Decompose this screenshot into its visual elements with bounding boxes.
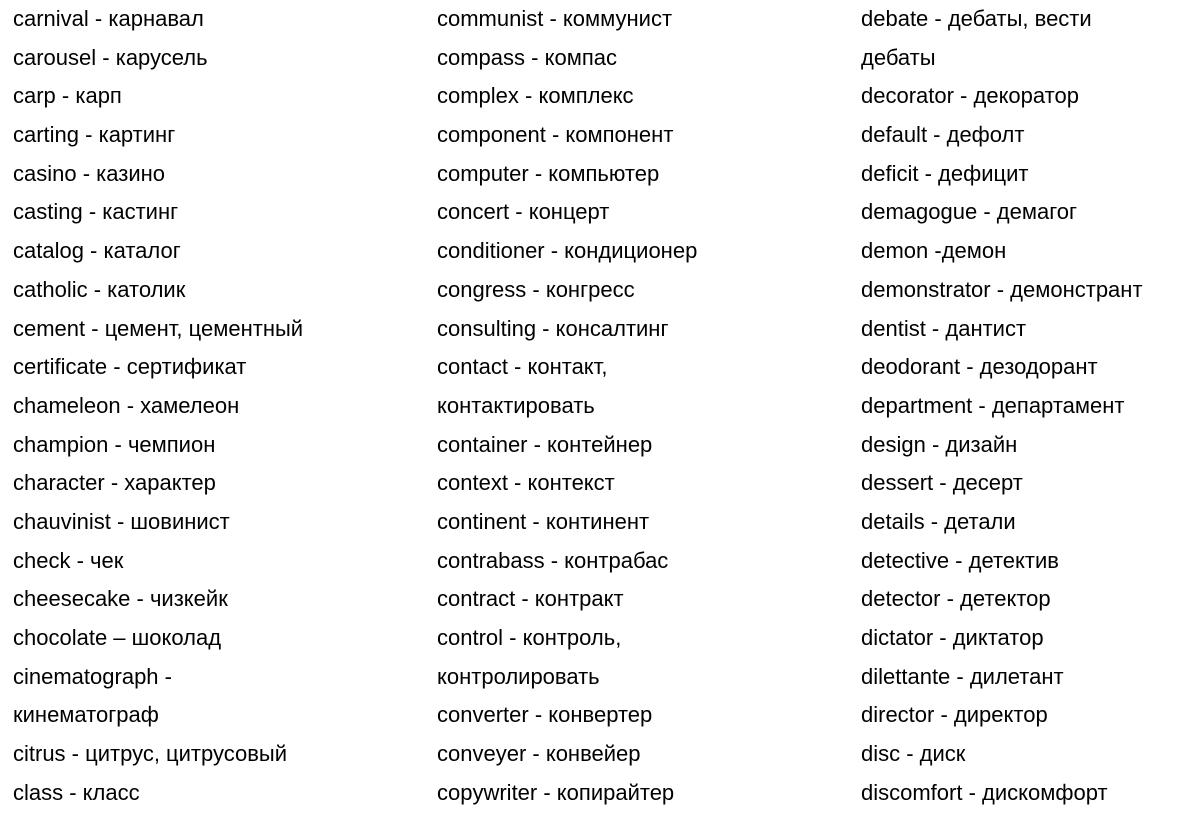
word-entry: contact - контакт, <box>437 354 608 380</box>
word-entry: discomfort - дискомфорт <box>861 779 1108 805</box>
word-entry: contrabass - контрабас <box>437 547 669 573</box>
word-entry: continent - континент <box>437 508 650 534</box>
word-entry: catholic - католик <box>13 276 186 302</box>
word-entry: demonstrator - демонстрант <box>861 276 1143 302</box>
word-entry: cement - цемент, цементный <box>13 315 304 341</box>
word-entry: casting - кастинг <box>13 199 179 225</box>
word-entry: контактировать <box>437 392 595 418</box>
word-entry: converter - конвертер <box>437 702 653 728</box>
word-entry: carp - карп <box>13 83 122 109</box>
word-entry: director - директор <box>861 702 1048 728</box>
word-entry: casino - казино <box>13 160 166 186</box>
word-entry: complex - комплекс <box>437 83 634 109</box>
word-entry: default - дефолт <box>861 122 1025 148</box>
word-entry: кинематограф <box>13 702 159 728</box>
word-entry: cheesecake - чизкейк <box>13 586 228 612</box>
word-entry: design - дизайн <box>861 431 1018 457</box>
word-entry: contract - контракт <box>437 586 624 612</box>
word-entry: concert - концерт <box>437 199 610 225</box>
word-entry: conveyer - конвейер <box>437 741 641 767</box>
word-entry: detector - детектор <box>861 586 1051 612</box>
word-entry: control - контроль, <box>437 625 622 650</box>
word-entry: dilettante - дилетант <box>861 663 1064 689</box>
word-entry: check - чек <box>13 547 124 573</box>
word-entry: дебаты <box>861 44 936 70</box>
word-entry: chocolate – шоколад <box>13 625 222 650</box>
word-entry: details - детали <box>861 508 1016 534</box>
word-entry: container - контейнер <box>437 431 653 457</box>
word-entry: deodorant - дезодорант <box>861 354 1098 380</box>
word-entry: class - класс <box>13 779 140 805</box>
word-entry: compass - компас <box>437 44 617 70</box>
word-entry: component - компонент <box>437 122 674 148</box>
word-entry: chauvinist - шовинист <box>13 508 230 534</box>
word-entry: cinematograph - <box>13 663 172 689</box>
word-entry: champion - чемпион <box>13 431 216 457</box>
word-column-3 <box>861 0 1200 812</box>
word-entry: character - характер <box>13 470 216 496</box>
word-entry: catalog - каталог <box>13 238 181 264</box>
word-entry: carting - картинг <box>13 122 176 148</box>
word-entry: consulting - консалтинг <box>437 315 669 341</box>
word-entry: dessert - десерт <box>861 470 1023 496</box>
word-entry: demon -демон <box>861 238 1007 264</box>
word-entry: chameleon - хамелеон <box>13 392 240 418</box>
word-entry: conditioner - кондиционер <box>437 238 698 264</box>
word-column-1 <box>13 0 428 812</box>
word-entry: disc - диск <box>861 741 966 767</box>
word-entry: контролировать <box>437 663 600 689</box>
word-entry: carousel - карусель <box>13 44 208 70</box>
word-entry: detective - детектив <box>861 547 1059 573</box>
word-entry: decorator - декоратор <box>861 83 1079 109</box>
word-entry: department - департамент <box>861 392 1125 418</box>
word-entry: debate - дебаты, вести <box>861 6 1092 31</box>
word-entry: dentist - дантист <box>861 315 1027 341</box>
word-entry: copywriter - копирайтер <box>437 779 675 805</box>
word-entry: certificate - сертификат <box>13 354 247 380</box>
word-entry: dictator - диктатор <box>861 625 1044 650</box>
word-entry: demagogue - демагог <box>861 199 1077 225</box>
word-entry: computer - компьютер <box>437 160 660 186</box>
word-entry: deficit - дефицит <box>861 160 1029 186</box>
word-column-2 <box>437 0 852 812</box>
word-entry: congress - конгресс <box>437 276 635 302</box>
word-entry: carnival - карнавал <box>13 6 204 31</box>
word-entry: communist - коммунист <box>437 6 673 31</box>
word-entry: citrus - цитрус, цитрусовый <box>13 741 288 767</box>
word-entry: context - контекст <box>437 470 615 496</box>
